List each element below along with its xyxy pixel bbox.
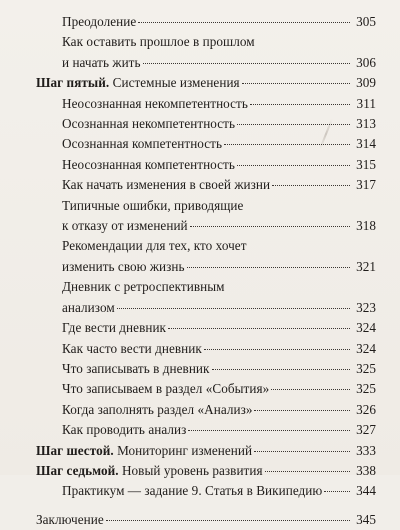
toc-page-number: 321 (356, 258, 376, 274)
toc-page-number: 327 (356, 422, 376, 438)
toc-entry-title (62, 298, 115, 318)
toc-entry (36, 359, 376, 379)
toc-entry-text: изменить свою жизнь (62, 258, 185, 274)
toc-page-number: 344 (356, 483, 376, 499)
toc-entry-title (62, 420, 186, 440)
toc-entry (36, 420, 376, 440)
toc-entry-title (62, 53, 141, 73)
toc-page-number: 345 (356, 511, 376, 527)
toc-leader-dots (237, 124, 350, 125)
toc-entry-title (62, 216, 188, 236)
toc-entry-line (62, 12, 376, 32)
toc-entry (36, 114, 376, 134)
toc-entry (36, 441, 376, 461)
toc-entry-title (62, 481, 322, 501)
toc-page-number: 324 (356, 340, 376, 356)
toc-entry-line (62, 318, 376, 338)
toc-entry-text: Что записываем в раздел «События» (62, 381, 270, 397)
toc-entry-title (62, 359, 210, 379)
toc-leader-dots (224, 144, 350, 145)
toc-leader-dots (254, 451, 350, 452)
toc-entry-text: Осознанная компетентность (62, 136, 223, 152)
toc-page-number: 318 (356, 218, 376, 234)
toc-entry-text: Преодоление (62, 14, 137, 29)
toc-entry-line (62, 155, 376, 175)
toc-entry (36, 196, 376, 237)
toc-entry (36, 155, 376, 175)
toc-leader-dots (168, 328, 350, 329)
toc-entry-title (62, 134, 222, 154)
toc-step-label: Шаг пятый. (36, 75, 110, 91)
toc-entry (36, 461, 376, 481)
toc-entry-title (62, 175, 270, 195)
toc-entry (36, 318, 376, 338)
toc-page-number: 311 (356, 95, 376, 111)
toc-leader-dots (117, 308, 350, 309)
toc-entry-title (62, 318, 166, 338)
toc-leader-dots (204, 349, 350, 350)
toc-page-number: 324 (356, 320, 376, 336)
toc-entry (36, 134, 376, 154)
toc-entry (36, 12, 376, 32)
toc-leader-dots (272, 185, 350, 186)
toc-entry-title (36, 73, 240, 93)
toc-entry (36, 73, 376, 93)
toc-entry-line (62, 94, 376, 114)
toc-entry-text: Осознанная некомпетентность (62, 116, 236, 132)
toc-leader-dots (271, 389, 350, 390)
toc-page-number: 306 (356, 54, 376, 70)
toc-entry (36, 94, 376, 114)
toc-entry-text: Как проводить анализ (62, 422, 187, 438)
toc-entry-text: Новый уровень развития (118, 462, 263, 478)
toc-leader-dots (106, 520, 350, 521)
toc-entry-title (36, 441, 252, 461)
toc-entry-line (62, 175, 376, 195)
toc-entry (36, 236, 376, 277)
toc-leader-dots (324, 491, 350, 492)
toc-entry-line (62, 481, 376, 501)
toc-entry-text: Практикум — задание 9. Статья в Википедию (62, 483, 323, 499)
toc-entry-text: Как часто вести дневник (62, 340, 202, 356)
toc-entry-title (62, 400, 252, 420)
toc-page-number: 333 (356, 442, 376, 458)
toc-page-number: 338 (356, 462, 376, 478)
toc-leader-dots (250, 104, 350, 105)
toc-entry (36, 400, 376, 420)
toc-entry-title (62, 155, 235, 175)
toc-entry-text-line: Дневник с ретроспективным (62, 279, 225, 295)
toc-entry-text-line: Рекомендации для тех, кто хочет (62, 238, 247, 254)
toc-entry-text: Когда заполнять раздел «Анализ» (62, 401, 253, 417)
toc-page-number: 315 (356, 156, 376, 172)
toc-page-number: 325 (356, 381, 376, 397)
toc-entry (36, 339, 376, 359)
table-of-contents (36, 12, 376, 530)
toc-entry-title (36, 461, 263, 481)
toc-entry-line (62, 379, 376, 399)
toc-entry-text: Как начать изменения в своей жизни (62, 177, 271, 193)
toc-step-label: Шаг шестой. (36, 442, 114, 458)
toc-entry-line (62, 339, 376, 359)
toc-entry-line (36, 441, 376, 461)
toc-leader-dots (187, 267, 350, 268)
toc-entry-title (62, 12, 136, 32)
toc-entry-text: Мониторинг изменений (113, 442, 253, 458)
toc-leader-dots (212, 369, 351, 370)
toc-entry-line (62, 134, 376, 154)
toc-entry-line (62, 400, 376, 420)
toc-entry-title (62, 114, 235, 134)
toc-entry-text: к отказу от изменений (62, 218, 188, 234)
toc-leader-dots (143, 63, 350, 64)
toc-page-number: 309 (356, 75, 376, 91)
toc-entry-text: Заключение (36, 511, 104, 527)
toc-entry-title (62, 379, 269, 399)
toc-entry (36, 175, 376, 195)
toc-entry (36, 379, 376, 399)
toc-page-number: 323 (356, 299, 376, 315)
toc-page-number: 326 (356, 401, 376, 417)
toc-leader-dots (190, 226, 350, 227)
toc-leader-dots (237, 165, 350, 166)
toc-entry-line (36, 73, 376, 93)
toc-entry-line (36, 510, 376, 530)
toc-entry-title (36, 510, 104, 530)
toc-leader-dots (138, 22, 350, 23)
toc-entry-text: Системные изменения (109, 75, 240, 91)
toc-entry-title (62, 339, 202, 359)
toc-page-number: 305 (356, 14, 376, 29)
toc-entry-text: Где вести дневник (62, 320, 167, 336)
toc-entry-title (62, 257, 185, 277)
toc-entry-line (36, 461, 376, 481)
toc-leader-dots (242, 83, 350, 84)
toc-entry-text-line: Типичные ошибки, приводящие (62, 197, 244, 213)
toc-page-number: 317 (356, 177, 376, 193)
toc-page-number: 313 (356, 116, 376, 132)
toc-entry-line (62, 359, 376, 379)
toc-step-label: Шаг седьмой. (36, 462, 119, 478)
toc-entry (36, 32, 376, 73)
toc-leader-dots (254, 410, 350, 411)
toc-entry-line (62, 216, 376, 236)
toc-page-number: 325 (356, 360, 376, 376)
toc-entry-line (62, 114, 376, 134)
toc-entry-title (62, 94, 248, 114)
toc-entry (36, 277, 376, 318)
toc-entry-text: анализом (62, 299, 115, 315)
toc-entry-text: и начать жить (62, 54, 141, 70)
toc-entry-text: Что записывать в дневник (62, 360, 210, 376)
toc-page-number: 314 (356, 136, 376, 152)
toc-entry-line (62, 298, 376, 318)
toc-entry (36, 510, 376, 530)
toc-entry (36, 481, 376, 501)
toc-entry-line (62, 420, 376, 440)
toc-entry-line (62, 53, 376, 73)
toc-entry-text-line: Как оставить прошлое в прошлом (62, 34, 255, 50)
toc-entry-text: Неосознанная некомпетентность (62, 95, 248, 111)
toc-entry-text: Неосознанная компетентность (62, 156, 235, 172)
toc-leader-dots (188, 430, 350, 431)
toc-leader-dots (265, 471, 350, 472)
toc-entry-line (62, 257, 376, 277)
